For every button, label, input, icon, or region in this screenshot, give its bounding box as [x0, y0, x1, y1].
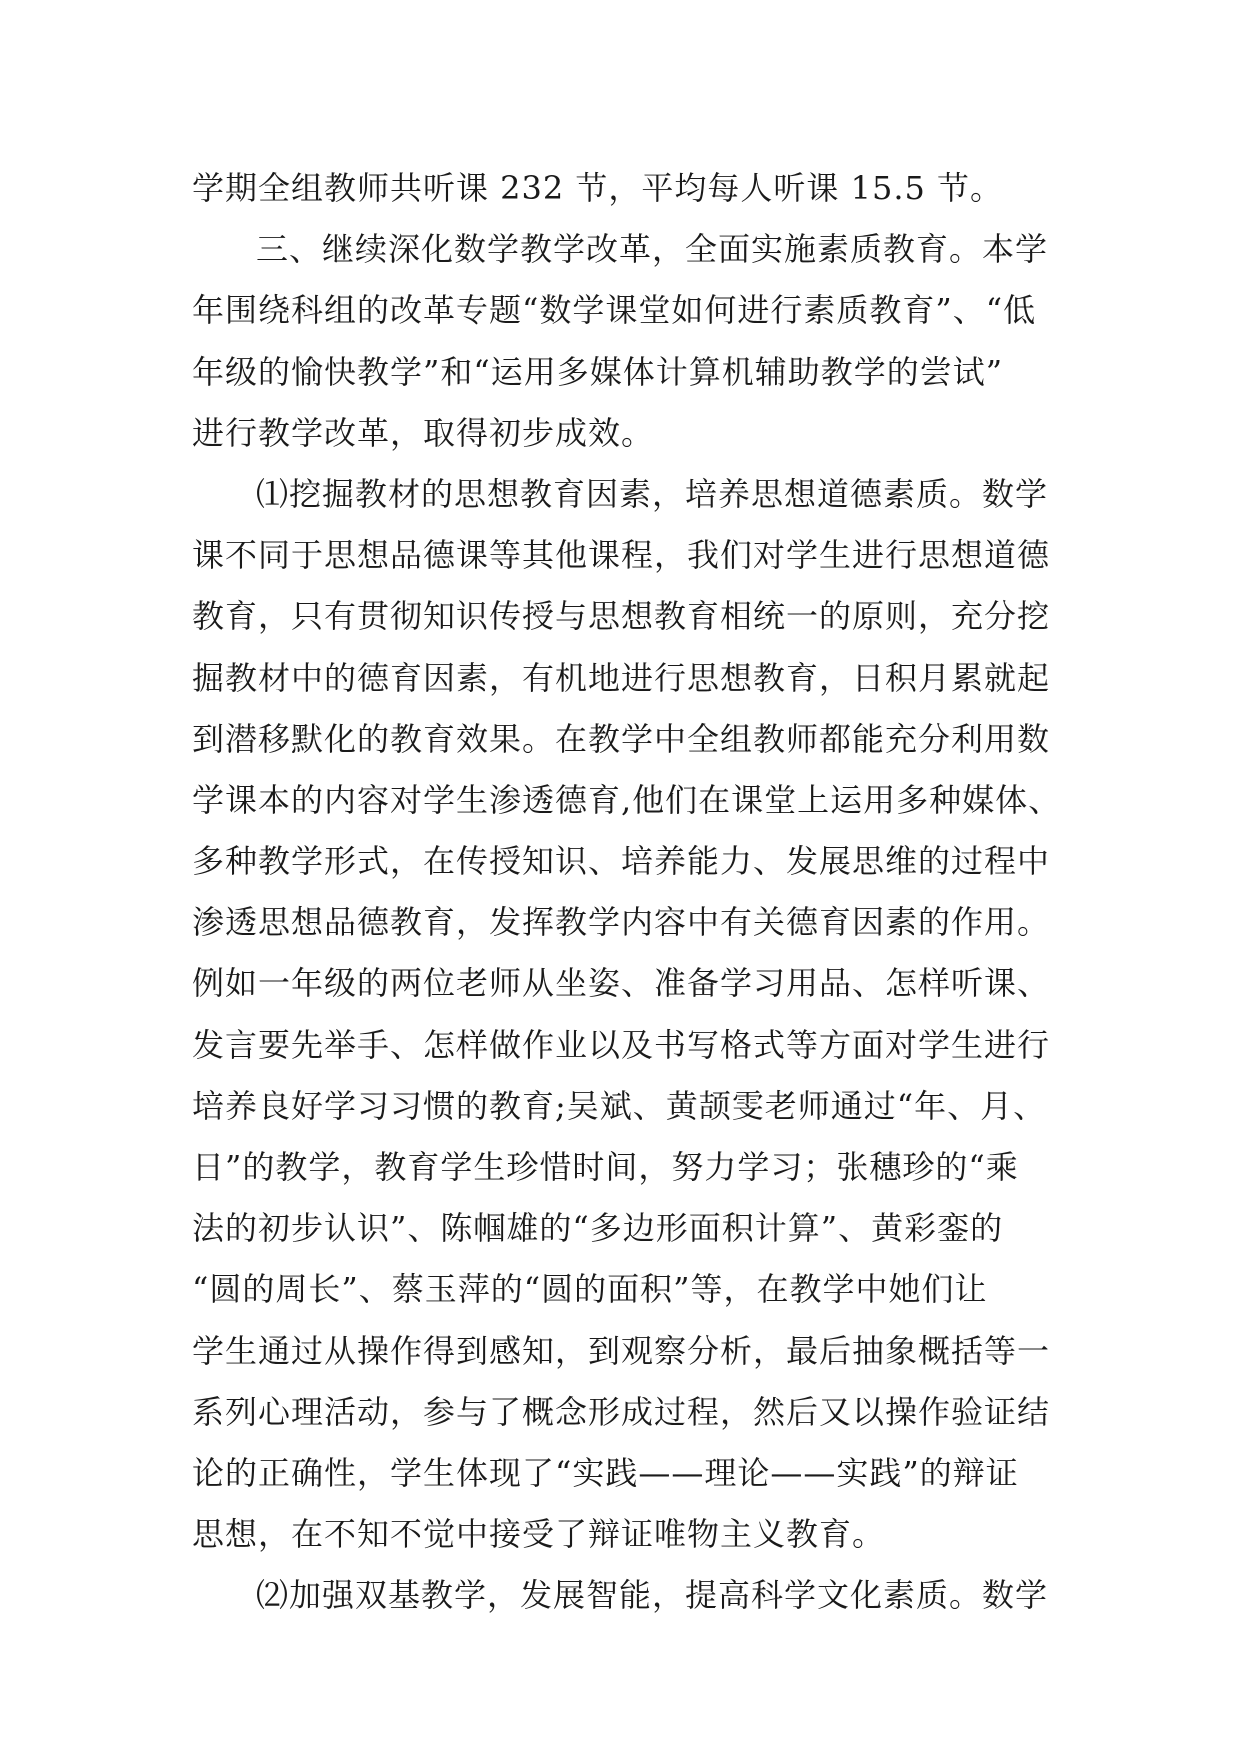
text-line: 法的初步认识”、陈帼雄的“多边形面积计算”、黄彩銮的 — [192, 1209, 1004, 1248]
text-line: 日”的教学，教育学生珍惜时间，努力学习；张穗珍的“乘 — [192, 1148, 1019, 1186]
paragraph-start-line: ⑴挖掘教材的思想教育因素，培养思想道德素质。数学 — [256, 474, 1049, 513]
paragraph-start-line: 三、继续深化数学教学改革，全面实施素质教育。本学 — [256, 230, 1049, 269]
text-line: 学课本的内容对学生渗透德育,他们在课堂上运用多种媒体、 — [192, 780, 1062, 819]
text-line: 年围绕科组的改革专题“数学课堂如何进行素质教育”、“低 — [192, 291, 1037, 330]
text-line: 多种教学形式，在传授知识、培养能力、发展思维的过程中 — [192, 842, 1051, 881]
body-text — [192, 158, 1062, 1627]
text-line: 掘教材中的德育因素，有机地进行思想教育，日积月累就起 — [192, 658, 1051, 697]
text-line: 进行教学改革，取得初步成效。 — [192, 413, 655, 452]
text-line: “圆的周长”、蔡玉萍的“圆的面积”等，在教学中她们让 — [192, 1270, 988, 1309]
text-line: 课不同于思想品德课等其他课程，我们对学生进行思想道德 — [192, 536, 1051, 575]
text-line: 教育，只有贯彻知识传授与思想教育相统一的原则，充分挖 — [192, 597, 1051, 636]
text-line: 到潜移默化的教育效果。在教学中全组教师都能充分利用数 — [192, 719, 1051, 758]
text-line: 论的正确性，学生体现了“实践——理论——实践”的辩证 — [192, 1453, 1019, 1492]
text-line: 学期全组教师共听课 232 节，平均每人听课 15.5 节。 — [192, 169, 1004, 207]
text-line: 思想，在不知不觉中接受了辩证唯物主义教育。 — [192, 1515, 886, 1554]
text-line: 例如一年级的两位老师从坐姿、准备学习用品、怎样听课、 — [192, 964, 1051, 1003]
paragraph-start-line: ⑵加强双基教学，发展智能，提高科学文化素质。数学 — [256, 1576, 1049, 1615]
text-line: 系列心理活动，参与了概念形成过程，然后又以操作验证结 — [192, 1392, 1051, 1431]
text-line: 渗透思想品德教育，发挥教学内容中有关德育因素的作用。 — [192, 903, 1051, 942]
text-line: 发言要先举手、怎样做作业以及书写格式等方面对学生进行 — [192, 1025, 1051, 1064]
text-line: 学生通过从操作得到感知，到观察分析，最后抽象概括等一 — [192, 1331, 1051, 1370]
text-line: 年级的愉快教学”和“运用多媒体计算机辅助教学的尝试” — [192, 352, 1004, 391]
text-line: 培养良好学习习惯的教育;吴斌、黄颉雯老师通过“年、月、 — [192, 1086, 1047, 1125]
